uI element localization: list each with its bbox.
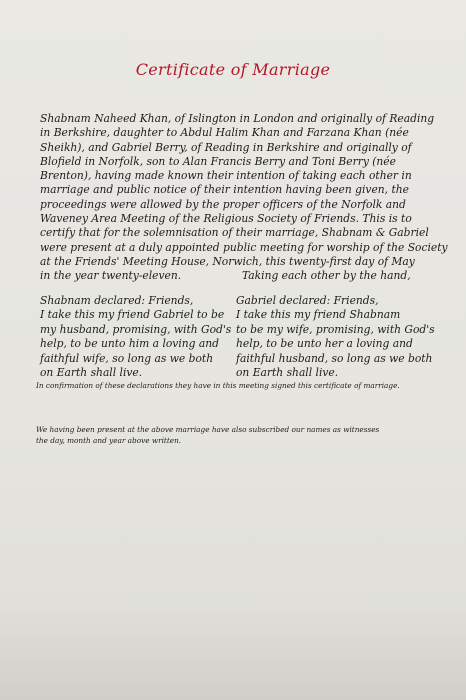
declaration-line: on Earth shall live.: [40, 366, 143, 380]
declaration-line: my husband, promising, with God's: [40, 322, 232, 336]
preamble-line: Blofield in Norfolk, son to Alan Francis Berry and Toni Berry (née: [40, 154, 396, 168]
preamble-line: were present at a duly appointed public meeting for worship of the Society: [40, 240, 448, 254]
bottom-shadow: [0, 600, 466, 700]
taking-hand-line: Taking each other by the hand,: [242, 269, 411, 282]
declaration-line: I take this my friend Shabnam: [236, 308, 401, 322]
preamble-line: marriage and public notice of their intention having been given, the: [40, 183, 409, 197]
witness-line: We having been present at the above marriage have also subscribed our names as witnesses: [36, 425, 380, 434]
preamble-line: Waveney Area Meeting of the Religious Society of Friends. This is to: [40, 212, 412, 226]
groom-declaration: [236, 294, 436, 380]
preamble-line: certify that for the solemnisation of their marriage, Shabnam & Gabriel: [40, 226, 429, 240]
declaration-line: I take this my friend Gabriel to be: [40, 308, 225, 322]
preamble-paragraph: [40, 112, 448, 284]
declaration-line: help, to be unto her a loving and: [236, 337, 413, 351]
declaration-line: to be my wife, promising, with God's: [236, 322, 435, 336]
certificate-title: Certificate of Marriage: [135, 60, 331, 79]
declaration-line: help, to be unto him a loving and: [40, 337, 219, 351]
preamble-line: Brenton), having made known their intention of taking each other in: [40, 169, 412, 183]
preamble-line: at the Friends' Meeting House, Norwich, this twenty-first day of May: [40, 254, 415, 268]
witness-statement: [36, 424, 436, 446]
witness-line: the day, month and year above written.: [36, 436, 182, 445]
bride-declaration: [40, 294, 230, 380]
declaration-line: Gabriel declared: Friends,: [236, 294, 379, 307]
declaration-line: on Earth shall live.: [236, 366, 339, 380]
declaration-line: faithful husband, so long as we both: [236, 351, 433, 365]
preamble-line: proceedings were allowed by the proper officers of the Norfolk and: [40, 197, 406, 211]
declaration-line: faithful wife, so long as we both: [40, 351, 214, 365]
preamble-line: in Berkshire, daughter to Abdul Halim Khan and Farzana Khan (née: [40, 126, 409, 140]
preamble-line: Shabnam Naheed Khan, of Islington in London and originally of Reading: [40, 112, 435, 125]
declaration-line: Shabnam declared: Friends,: [40, 294, 194, 307]
confirmation-line: In confirmation of these declarations they have in this meeting signed this certificate of marriage.: [36, 381, 400, 390]
preamble-line: Sheikh), and Gabriel Berry, of Reading in Berkshire and originally of: [40, 140, 412, 154]
preamble-line: in the year twenty-eleven.: [40, 269, 182, 283]
